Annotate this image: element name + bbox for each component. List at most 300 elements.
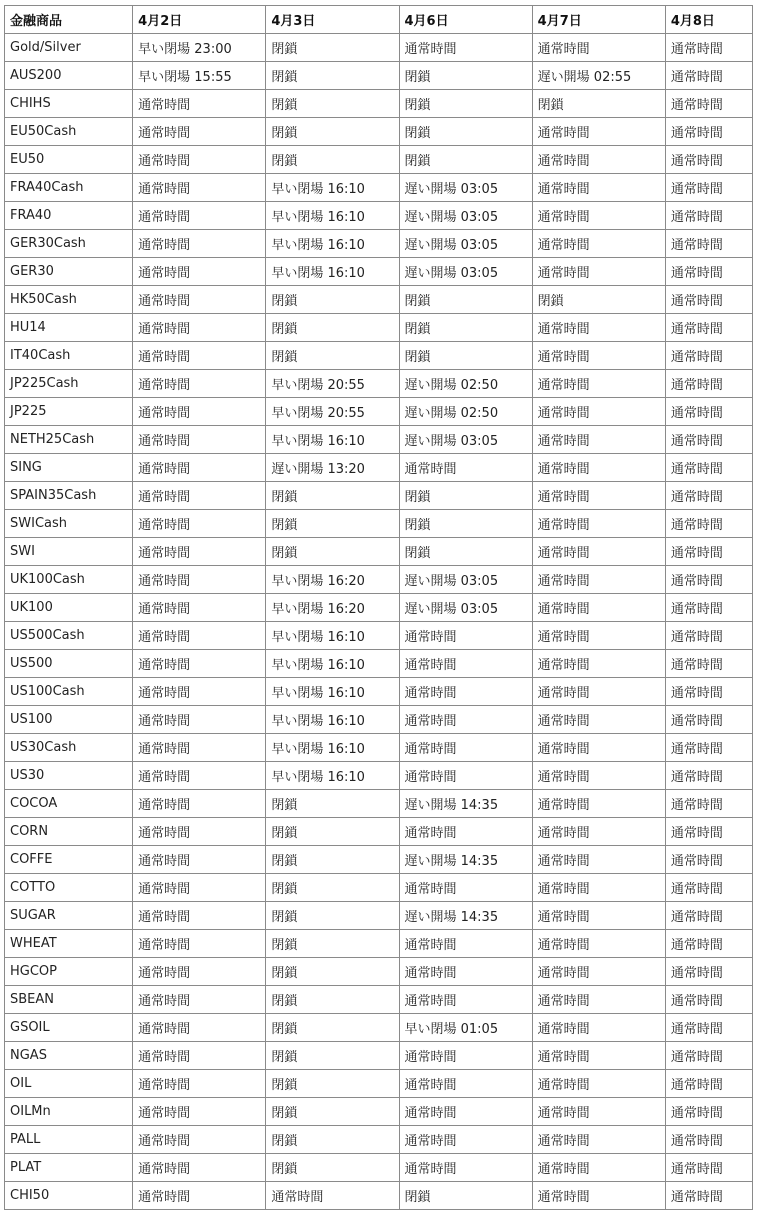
instrument-cell: SING [5,454,133,482]
instrument-cell: CORN [5,818,133,846]
instrument-cell: US500 [5,650,133,678]
apr-8-cell: 通常時間 [665,426,752,454]
apr-8-cell: 通常時間 [665,706,752,734]
apr-3-cell: 早い閉場 16:10 [266,762,399,790]
apr-2-cell: 通常時間 [133,818,266,846]
apr-3-cell: 閉鎖 [266,286,399,314]
table-row [5,510,753,538]
apr-6-cell: 通常時間 [399,986,532,1014]
apr-8-cell: 通常時間 [665,734,752,762]
apr-3-cell: 早い閉場 16:10 [266,650,399,678]
apr-7-cell: 通常時間 [532,230,665,258]
apr-2-cell: 通常時間 [133,902,266,930]
apr-8-cell: 通常時間 [665,650,752,678]
table-row [5,398,753,426]
apr-3-cell: 閉鎖 [266,1014,399,1042]
apr-8-cell: 通常時間 [665,146,752,174]
table-row [5,678,753,706]
apr-6-cell: 早い閉場 01:05 [399,1014,532,1042]
apr-2-cell: 通常時間 [133,342,266,370]
apr-6-cell: 閉鎖 [399,90,532,118]
apr-3-cell: 通常時間 [266,1182,399,1210]
apr-3-cell: 早い閉場 20:55 [266,398,399,426]
apr-3-cell: 早い閉場 16:10 [266,706,399,734]
apr-8-cell: 通常時間 [665,454,752,482]
apr-6-cell: 遅い開場 03:05 [399,594,532,622]
apr-2-cell: 通常時間 [133,1154,266,1182]
table-row [5,370,753,398]
apr-2-cell: 通常時間 [133,482,266,510]
instrument-cell: GER30 [5,258,133,286]
apr-7-cell: 通常時間 [532,594,665,622]
table-row [5,594,753,622]
apr-6-cell: 閉鎖 [399,286,532,314]
table-row [5,1098,753,1126]
apr-3-cell: 閉鎖 [266,342,399,370]
apr-6-cell: 通常時間 [399,1070,532,1098]
instrument-cell: US100Cash [5,678,133,706]
apr-8-cell: 通常時間 [665,1014,752,1042]
instrument-cell: SWI [5,538,133,566]
apr-2-cell: 通常時間 [133,790,266,818]
apr-7-cell: 通常時間 [532,1014,665,1042]
table-row [5,930,753,958]
apr-3-cell: 早い閉場 16:10 [266,202,399,230]
apr-7-cell: 通常時間 [532,762,665,790]
apr-6-cell: 遅い開場 03:05 [399,174,532,202]
apr-2-cell: 早い閉場 23:00 [133,34,266,62]
instrument-cell: NGAS [5,1042,133,1070]
apr-7-cell: 通常時間 [532,426,665,454]
apr-8-cell: 通常時間 [665,258,752,286]
apr-6-cell: 通常時間 [399,1098,532,1126]
table-row [5,790,753,818]
apr-7-cell: 通常時間 [532,734,665,762]
apr-6-cell: 閉鎖 [399,342,532,370]
apr-7-cell: 通常時間 [532,1126,665,1154]
instrument-cell: JP225Cash [5,370,133,398]
instrument-cell: UK100 [5,594,133,622]
apr-6-cell: 閉鎖 [399,146,532,174]
table-row [5,286,753,314]
apr-8-cell: 通常時間 [665,846,752,874]
apr-8-cell: 通常時間 [665,986,752,1014]
apr-2-cell: 通常時間 [133,230,266,258]
apr-8-cell: 通常時間 [665,230,752,258]
apr-2-cell: 通常時間 [133,1042,266,1070]
apr-3-cell: 閉鎖 [266,90,399,118]
apr-2-cell: 通常時間 [133,146,266,174]
apr-6-cell: 閉鎖 [399,538,532,566]
apr-3-cell: 早い閉場 16:10 [266,174,399,202]
apr-8-cell: 通常時間 [665,370,752,398]
apr-2-cell: 通常時間 [133,1070,266,1098]
apr-8-cell: 通常時間 [665,398,752,426]
apr-7-cell: 遅い開場 02:55 [532,62,665,90]
apr-8-cell: 通常時間 [665,202,752,230]
table-row [5,1154,753,1182]
instrument-cell: CHIHS [5,90,133,118]
instrument-cell: FRA40Cash [5,174,133,202]
apr-2-cell: 通常時間 [133,566,266,594]
apr-2-cell: 通常時間 [133,398,266,426]
header-date-apr-3: 4月3日 [266,6,399,34]
apr-7-cell: 閉鎖 [532,90,665,118]
table-row [5,874,753,902]
apr-8-cell: 通常時間 [665,818,752,846]
apr-6-cell: 遅い開場 03:05 [399,230,532,258]
apr-7-cell: 通常時間 [532,118,665,146]
apr-8-cell: 通常時間 [665,1154,752,1182]
instrument-cell: Gold/Silver [5,34,133,62]
instrument-cell: PLAT [5,1154,133,1182]
table-row [5,202,753,230]
table-row [5,1042,753,1070]
apr-8-cell: 通常時間 [665,566,752,594]
apr-3-cell: 早い閉場 16:10 [266,734,399,762]
apr-2-cell: 通常時間 [133,846,266,874]
instrument-cell: NETH25Cash [5,426,133,454]
apr-6-cell: 通常時間 [399,874,532,902]
apr-6-cell: 閉鎖 [399,62,532,90]
table-row [5,958,753,986]
apr-3-cell: 早い閉場 16:10 [266,622,399,650]
apr-6-cell: 通常時間 [399,678,532,706]
apr-6-cell: 閉鎖 [399,118,532,146]
apr-3-cell: 閉鎖 [266,1098,399,1126]
apr-2-cell: 通常時間 [133,538,266,566]
apr-3-cell: 閉鎖 [266,986,399,1014]
apr-2-cell: 通常時間 [133,734,266,762]
table-row [5,986,753,1014]
apr-8-cell: 通常時間 [665,958,752,986]
apr-8-cell: 通常時間 [665,1070,752,1098]
apr-7-cell: 通常時間 [532,874,665,902]
apr-7-cell: 通常時間 [532,790,665,818]
apr-2-cell: 通常時間 [133,986,266,1014]
header-date-apr-2: 4月2日 [133,6,266,34]
apr-7-cell: 通常時間 [532,370,665,398]
table-body [5,34,753,1210]
apr-7-cell: 通常時間 [532,1098,665,1126]
table-row [5,90,753,118]
table-row [5,538,753,566]
instrument-cell: US30 [5,762,133,790]
apr-2-cell: 通常時間 [133,202,266,230]
apr-8-cell: 通常時間 [665,1126,752,1154]
apr-7-cell: 通常時間 [532,398,665,426]
apr-2-cell: 通常時間 [133,678,266,706]
apr-3-cell: 早い閉場 20:55 [266,370,399,398]
apr-8-cell: 通常時間 [665,342,752,370]
apr-8-cell: 通常時間 [665,762,752,790]
apr-3-cell: 閉鎖 [266,482,399,510]
instrument-cell: EU50 [5,146,133,174]
table-row [5,650,753,678]
apr-8-cell: 通常時間 [665,1182,752,1210]
apr-3-cell: 閉鎖 [266,930,399,958]
apr-7-cell: 通常時間 [532,706,665,734]
instrument-cell: COFFE [5,846,133,874]
table-row [5,1070,753,1098]
apr-3-cell: 閉鎖 [266,118,399,146]
apr-7-cell: 通常時間 [532,958,665,986]
instrument-cell: COTTO [5,874,133,902]
apr-6-cell: 閉鎖 [399,1182,532,1210]
apr-8-cell: 通常時間 [665,1098,752,1126]
apr-2-cell: 通常時間 [133,594,266,622]
instrument-cell: COCOA [5,790,133,818]
table-header-row [5,6,753,34]
apr-7-cell: 通常時間 [532,342,665,370]
instrument-cell: WHEAT [5,930,133,958]
apr-6-cell: 通常時間 [399,958,532,986]
apr-7-cell: 通常時間 [532,34,665,62]
header-instrument: 金融商品 [5,6,133,34]
instrument-cell: HU14 [5,314,133,342]
instrument-cell: SBEAN [5,986,133,1014]
apr-2-cell: 通常時間 [133,510,266,538]
apr-2-cell: 通常時間 [133,174,266,202]
apr-6-cell: 通常時間 [399,650,532,678]
apr-3-cell: 閉鎖 [266,146,399,174]
apr-6-cell: 通常時間 [399,734,532,762]
apr-3-cell: 閉鎖 [266,34,399,62]
apr-8-cell: 通常時間 [665,594,752,622]
instrument-cell: GSOIL [5,1014,133,1042]
apr-8-cell: 通常時間 [665,286,752,314]
apr-3-cell: 早い閉場 16:10 [266,426,399,454]
table-row [5,818,753,846]
table-row [5,846,753,874]
apr-7-cell: 通常時間 [532,202,665,230]
apr-2-cell: 早い閉場 15:55 [133,62,266,90]
instrument-cell: SWICash [5,510,133,538]
apr-7-cell: 通常時間 [532,174,665,202]
table-row [5,342,753,370]
apr-6-cell: 通常時間 [399,454,532,482]
table-row [5,622,753,650]
apr-8-cell: 通常時間 [665,62,752,90]
instrument-cell: HK50Cash [5,286,133,314]
apr-2-cell: 通常時間 [133,258,266,286]
apr-8-cell: 通常時間 [665,118,752,146]
apr-7-cell: 通常時間 [532,1154,665,1182]
instrument-cell: AUS200 [5,62,133,90]
apr-6-cell: 遅い開場 03:05 [399,258,532,286]
table-row [5,1182,753,1210]
apr-3-cell: 閉鎖 [266,846,399,874]
instrument-cell: PALL [5,1126,133,1154]
apr-8-cell: 通常時間 [665,930,752,958]
table-row [5,706,753,734]
apr-2-cell: 通常時間 [133,622,266,650]
apr-6-cell: 遅い開場 02:50 [399,370,532,398]
table-row [5,762,753,790]
apr-7-cell: 通常時間 [532,902,665,930]
apr-8-cell: 通常時間 [665,174,752,202]
apr-2-cell: 通常時間 [133,370,266,398]
apr-8-cell: 通常時間 [665,314,752,342]
apr-3-cell: 閉鎖 [266,1042,399,1070]
apr-3-cell: 早い閉場 16:20 [266,566,399,594]
apr-6-cell: 遅い開場 14:35 [399,846,532,874]
apr-3-cell: 早い閉場 16:10 [266,230,399,258]
apr-2-cell: 通常時間 [133,286,266,314]
apr-3-cell: 閉鎖 [266,818,399,846]
apr-2-cell: 通常時間 [133,454,266,482]
apr-7-cell: 通常時間 [532,650,665,678]
instrument-cell: JP225 [5,398,133,426]
trading-hours-table [4,5,753,1210]
apr-8-cell: 通常時間 [665,510,752,538]
apr-2-cell: 通常時間 [133,426,266,454]
apr-3-cell: 閉鎖 [266,1154,399,1182]
apr-6-cell: 閉鎖 [399,510,532,538]
header-date-apr-8: 4月8日 [665,6,752,34]
apr-6-cell: 通常時間 [399,930,532,958]
apr-7-cell: 通常時間 [532,146,665,174]
instrument-cell: UK100Cash [5,566,133,594]
apr-6-cell: 遅い開場 02:50 [399,398,532,426]
apr-8-cell: 通常時間 [665,482,752,510]
table-row [5,566,753,594]
apr-8-cell: 通常時間 [665,1042,752,1070]
apr-2-cell: 通常時間 [133,314,266,342]
apr-8-cell: 通常時間 [665,538,752,566]
instrument-cell: FRA40 [5,202,133,230]
apr-7-cell: 通常時間 [532,454,665,482]
instrument-cell: IT40Cash [5,342,133,370]
table-row [5,118,753,146]
apr-3-cell: 早い閉場 16:10 [266,258,399,286]
apr-6-cell: 通常時間 [399,1042,532,1070]
apr-8-cell: 通常時間 [665,678,752,706]
apr-2-cell: 通常時間 [133,118,266,146]
apr-3-cell: 閉鎖 [266,1126,399,1154]
apr-6-cell: 通常時間 [399,34,532,62]
table-row [5,1014,753,1042]
apr-7-cell: 通常時間 [532,482,665,510]
instrument-cell: EU50Cash [5,118,133,146]
apr-2-cell: 通常時間 [133,762,266,790]
apr-6-cell: 遅い開場 03:05 [399,426,532,454]
apr-6-cell: 遅い開場 14:35 [399,790,532,818]
apr-3-cell: 閉鎖 [266,902,399,930]
apr-3-cell: 閉鎖 [266,874,399,902]
apr-6-cell: 遅い開場 03:05 [399,566,532,594]
apr-3-cell: 閉鎖 [266,790,399,818]
apr-3-cell: 早い閉場 16:20 [266,594,399,622]
apr-7-cell: 通常時間 [532,258,665,286]
apr-7-cell: 通常時間 [532,1042,665,1070]
apr-6-cell: 通常時間 [399,622,532,650]
apr-3-cell: 遅い開場 13:20 [266,454,399,482]
apr-7-cell: 通常時間 [532,622,665,650]
apr-8-cell: 通常時間 [665,902,752,930]
instrument-cell: OIL [5,1070,133,1098]
table-row [5,230,753,258]
apr-6-cell: 通常時間 [399,762,532,790]
table-row [5,258,753,286]
apr-7-cell: 通常時間 [532,510,665,538]
apr-2-cell: 通常時間 [133,706,266,734]
instrument-cell: HGCOP [5,958,133,986]
apr-7-cell: 通常時間 [532,1182,665,1210]
apr-7-cell: 通常時間 [532,538,665,566]
apr-6-cell: 閉鎖 [399,482,532,510]
apr-8-cell: 通常時間 [665,34,752,62]
apr-2-cell: 通常時間 [133,958,266,986]
apr-2-cell: 通常時間 [133,874,266,902]
apr-6-cell: 遅い開場 14:35 [399,902,532,930]
table-row [5,314,753,342]
apr-8-cell: 通常時間 [665,622,752,650]
apr-6-cell: 通常時間 [399,1154,532,1182]
table-row [5,482,753,510]
table-row [5,734,753,762]
apr-7-cell: 通常時間 [532,1070,665,1098]
apr-3-cell: 閉鎖 [266,314,399,342]
instrument-cell: GER30Cash [5,230,133,258]
apr-2-cell: 通常時間 [133,90,266,118]
apr-3-cell: 早い閉場 16:10 [266,678,399,706]
apr-8-cell: 通常時間 [665,790,752,818]
apr-2-cell: 通常時間 [133,650,266,678]
apr-3-cell: 閉鎖 [266,538,399,566]
instrument-cell: US500Cash [5,622,133,650]
header-date-apr-6: 4月6日 [399,6,532,34]
apr-2-cell: 通常時間 [133,1182,266,1210]
table-row [5,454,753,482]
apr-2-cell: 通常時間 [133,930,266,958]
table-row [5,34,753,62]
apr-3-cell: 閉鎖 [266,510,399,538]
instrument-cell: CHI50 [5,1182,133,1210]
apr-7-cell: 通常時間 [532,986,665,1014]
apr-7-cell: 閉鎖 [532,286,665,314]
table-row [5,174,753,202]
apr-2-cell: 通常時間 [133,1014,266,1042]
instrument-cell: OILMn [5,1098,133,1126]
apr-7-cell: 通常時間 [532,818,665,846]
apr-6-cell: 閉鎖 [399,314,532,342]
table-row [5,146,753,174]
instrument-cell: SPAIN35Cash [5,482,133,510]
table-row [5,62,753,90]
apr-6-cell: 通常時間 [399,818,532,846]
apr-7-cell: 通常時間 [532,314,665,342]
table-row [5,1126,753,1154]
apr-7-cell: 通常時間 [532,566,665,594]
apr-2-cell: 通常時間 [133,1098,266,1126]
apr-8-cell: 通常時間 [665,90,752,118]
apr-7-cell: 通常時間 [532,846,665,874]
apr-3-cell: 閉鎖 [266,62,399,90]
apr-2-cell: 通常時間 [133,1126,266,1154]
apr-6-cell: 遅い開場 03:05 [399,202,532,230]
instrument-cell: US30Cash [5,734,133,762]
header-date-apr-7: 4月7日 [532,6,665,34]
apr-7-cell: 通常時間 [532,930,665,958]
apr-6-cell: 通常時間 [399,706,532,734]
table-row [5,902,753,930]
apr-8-cell: 通常時間 [665,874,752,902]
table-row [5,426,753,454]
apr-7-cell: 通常時間 [532,678,665,706]
instrument-cell: SUGAR [5,902,133,930]
apr-6-cell: 通常時間 [399,1126,532,1154]
